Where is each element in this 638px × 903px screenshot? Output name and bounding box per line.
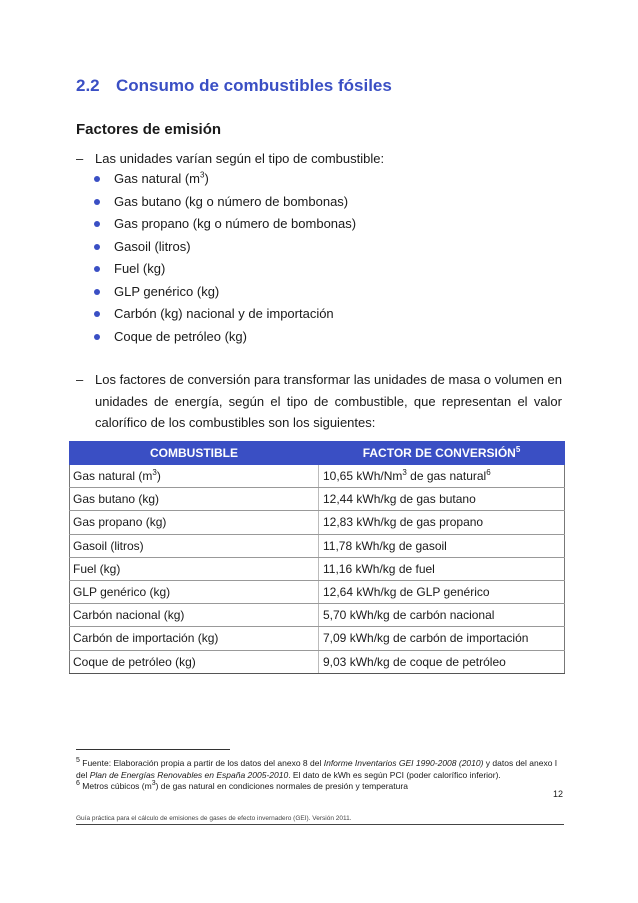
cell-factor: 11,16 kWh/kg de fuel <box>319 557 565 580</box>
table-row <box>70 604 565 627</box>
cell-factor: 9,03 kWh/kg de coque de petróleo <box>319 650 565 673</box>
header-label: COMBUSTIBLE <box>150 446 238 460</box>
table-row <box>70 465 565 488</box>
table-row <box>70 511 565 534</box>
table-header-row <box>70 442 565 465</box>
cell-factor: 11,78 kWh/kg de gasoil <box>319 534 565 557</box>
page-footer: Guía práctica para el cálculo de emisiones de gases de efecto invernadero (GEI). Versión 2011. <box>76 815 352 822</box>
list-item-text: Gas natural (m <box>114 171 200 186</box>
cell-fuel: GLP genérico (kg) <box>70 580 319 603</box>
list-item-text: Coque de petróleo (kg) <box>114 328 247 344</box>
list-item-text: Gasoil (litros) <box>114 238 191 254</box>
list-item-text: Gas butano (kg o número de bombonas) <box>114 193 349 209</box>
table-row <box>70 580 565 603</box>
footnote-text: ) de gas natural en condiciones normales de presión y temperatura <box>155 781 408 791</box>
superscript: 3 <box>151 780 156 788</box>
intro-text: Las unidades varían según el tipo de combustible: <box>95 151 385 166</box>
bullet-icon <box>94 289 100 295</box>
footnote-citation: Plan de Energías Renovables en España 2005-2010 <box>89 770 289 780</box>
dash-marker: – <box>76 151 84 166</box>
subheading: Factores de emisión <box>76 121 222 138</box>
cell-factor: 12,64 kWh/kg de GLP genérico <box>319 580 565 603</box>
table-row <box>70 557 565 580</box>
list-item-suffix: ) <box>204 171 209 186</box>
footnote-number: 6 <box>76 780 80 788</box>
conversion-paragraph: Los factores de conversión para transformar las unidades de masa o volumen en unidades de energía, según el tipo de combustible, que representan el valor calorífico de los combustibles son los siguientes: <box>95 372 562 430</box>
section-title: Consumo de combustibles fósiles <box>116 76 392 95</box>
cell-text: 10,65 kWh/Nm <box>323 469 403 484</box>
bullet-icon <box>94 266 100 272</box>
footnote-ref: 6 <box>486 468 491 478</box>
header-label: FACTOR DE CONVERSIÓN <box>362 446 516 460</box>
cell-text: Gas natural (m <box>73 469 153 484</box>
footnote-divider <box>76 749 230 750</box>
bullet-icon <box>94 199 100 205</box>
cell-factor: 7,09 kWh/kg de carbón de importación <box>319 627 565 650</box>
footnote-text: Metros cúbicos (m <box>79 781 152 791</box>
bullet-icon <box>94 311 100 317</box>
superscript: 3 <box>152 468 157 478</box>
cell-fuel: Gasoil (litros) <box>70 534 319 557</box>
cell-fuel: Fuel (kg) <box>70 557 319 580</box>
superscript: 3 <box>402 468 407 478</box>
footnote-text: del <box>76 770 90 780</box>
table-row <box>70 534 565 557</box>
bullet-icon <box>94 334 100 340</box>
bullet-icon <box>94 244 100 250</box>
bullet-icon <box>94 176 100 182</box>
footer-divider <box>76 824 564 825</box>
cell-factor: 12,83 kWh/kg de gas propano <box>319 511 565 534</box>
footnote-text: . El dato de kWh es según PCI (poder calorífico inferior). <box>288 770 501 780</box>
superscript: 3 <box>199 170 205 180</box>
section-number: 2.2 <box>76 76 100 95</box>
list-item-text: Gas propano (kg o número de bombonas) <box>114 216 357 231</box>
footnote-citation: Informe Inventarios GEI 1990-2008 (2010) <box>323 758 484 768</box>
header-factor <box>319 442 565 465</box>
footnote-text: Fuente: Elaboración propia a partir de los datos del anexo 8 del <box>79 758 324 768</box>
table-row <box>70 488 565 511</box>
cell-factor: 12,44 kWh/kg de gas butano <box>319 488 565 511</box>
bullet-icon <box>94 221 100 227</box>
footnote-6 <box>76 780 408 792</box>
list-item-text: Fuel (kg) <box>114 261 166 276</box>
table-row <box>70 650 565 673</box>
page-number: 12 <box>552 789 563 799</box>
list-item-text: GLP genérico (kg) <box>114 283 220 299</box>
list-item-text: Carbón (kg) nacional y de importación <box>114 306 334 321</box>
header-combustible <box>70 442 319 465</box>
cell-fuel <box>70 465 319 488</box>
dash-marker: – <box>76 372 84 387</box>
footnote-text: y datos del anexo I <box>483 758 558 768</box>
footnote-number: 5 <box>76 757 80 765</box>
cell-fuel: Carbón nacional (kg) <box>70 604 319 627</box>
conversion-table <box>69 441 565 674</box>
cell-fuel: Gas propano (kg) <box>70 511 319 534</box>
section-heading <box>76 76 392 96</box>
cell-factor <box>319 465 565 488</box>
cell-factor: 5,70 kWh/kg de carbón nacional <box>319 604 565 627</box>
cell-text-suffix: ) <box>156 469 161 484</box>
cell-text-suffix: de gas natural <box>406 469 487 484</box>
table-row <box>70 627 565 650</box>
cell-fuel: Coque de petróleo (kg) <box>70 650 319 673</box>
cell-fuel: Carbón de importación (kg) <box>70 627 319 650</box>
footnote-ref: 5 <box>515 445 521 454</box>
cell-fuel: Gas butano (kg) <box>70 488 319 511</box>
footnote-5-line1 <box>76 757 557 769</box>
